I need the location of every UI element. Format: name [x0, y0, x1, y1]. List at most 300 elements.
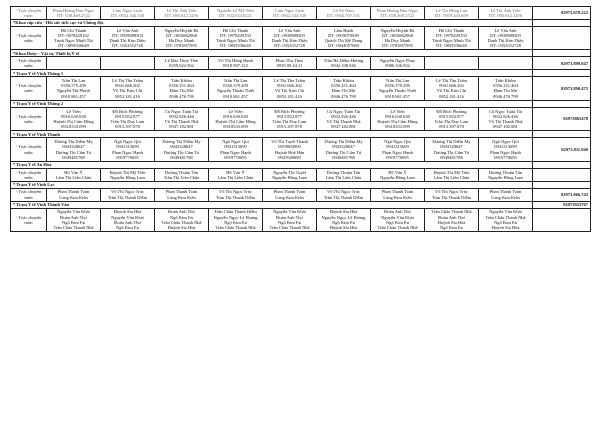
staff-phone: 0942.108.946	[331, 63, 356, 69]
duty-cell	[425, 107, 479, 131]
duty-cell	[317, 77, 371, 101]
section-header-row	[11, 161, 591, 168]
staff-phone: DT: 0859336640	[220, 43, 251, 49]
staff-phone: DT: 0352552728	[490, 43, 521, 49]
duty-cell	[209, 138, 263, 162]
staff-name: Nguyễn Văn Khải	[57, 209, 90, 215]
staff-phone: 0941313699	[386, 144, 409, 150]
duty-cell	[155, 138, 209, 162]
staff-phone: DT: 0352552728	[274, 43, 305, 49]
duty-cell	[263, 77, 317, 101]
staff-name: Hồ Chí Thanh	[222, 27, 249, 33]
duty-cell	[479, 26, 533, 50]
staff-name: Lê Văn Anh	[278, 27, 301, 33]
section-header-row	[11, 131, 591, 138]
row-label: - Trực chuyên môn	[11, 188, 47, 201]
staff-name: Long Kim Kiến	[167, 194, 196, 200]
row-label: - Trực chuyên môn	[11, 7, 47, 20]
staff-name: Trần Thị Thanh Diễm	[431, 194, 472, 200]
section-header-row	[11, 100, 591, 107]
staff-name: Nguyễn Huỳnh Bá	[380, 27, 415, 33]
duty-cell	[155, 208, 209, 232]
staff-name: Trần Châu Thanh Nhã	[53, 225, 94, 231]
staff-phone: DT: 0939888303	[112, 32, 143, 38]
staff-phone: 0852.181.416	[115, 93, 140, 99]
section-title: * Trạm Y tế Vĩnh Thanh	[11, 131, 533, 138]
row-label: - Trực chuyên môn	[11, 57, 47, 70]
staff-phone: DT: 038.469.2722	[381, 12, 414, 18]
phone-total	[533, 70, 591, 77]
staff-name: Lâm Thị Liên Châu	[433, 174, 470, 180]
staff-name: Dương Thị Diễm My	[162, 139, 201, 145]
staff-name: Hồ Văn Ý	[388, 169, 407, 175]
duty-cell	[371, 168, 425, 181]
duty-cell	[479, 138, 533, 162]
duty-cell	[209, 77, 263, 101]
duty-cell	[371, 188, 425, 201]
staff-phone: 0356.251.464	[493, 83, 518, 89]
staff-name: Đỗ Bích Phương	[112, 108, 143, 114]
phone-total: 02973.678.222	[533, 7, 591, 20]
staff-name: Nguyễn Thị Tuyết	[273, 169, 306, 175]
duty-cell	[425, 208, 479, 232]
duty-cell	[425, 188, 479, 201]
section-title: * Trạm Y tế Vĩnh Lạc	[11, 181, 533, 188]
staff-name: Trần Châu Thanh Nhã	[377, 225, 418, 231]
duty-cell	[209, 188, 263, 201]
duty-cell	[371, 107, 425, 131]
duty-cell	[47, 7, 101, 20]
staff-name: Dương Thuận Tân	[326, 169, 361, 175]
staff-name: Huỳnh Thị Mỹ Tiên	[433, 169, 470, 175]
staff-name: Đàm Thị Mơ	[493, 88, 518, 94]
staff-phone: 0359.022.562	[169, 63, 194, 69]
duty-cell	[371, 208, 425, 232]
staff-name: Dương Thị Diễm My	[432, 139, 471, 145]
staff-phone: DT: 0978429192	[58, 32, 89, 38]
staff-name: Ngô Ngọc Quí	[384, 139, 411, 145]
staff-name: Huỳnh Huế Hân	[274, 149, 305, 155]
staff-name: Trần Thị Lan	[385, 78, 410, 84]
duty-cell	[101, 168, 155, 181]
roster-body	[11, 7, 591, 232]
staff-phone: DT: 0352552728	[112, 43, 143, 49]
row-label: - Trực chuyên môn	[11, 208, 47, 232]
duty-cell	[263, 208, 317, 232]
staff-name: Ngô Ngọc Quí	[222, 139, 249, 145]
duty-cell	[47, 188, 101, 201]
staff-phone: 0913.397.878	[277, 124, 302, 130]
row-label: - Trực chuyên môn	[11, 138, 47, 162]
staff-name: Danh Thị Kim Diệu	[487, 38, 524, 44]
staff-phone: 0356.251.464	[331, 83, 356, 89]
staff-phone: DT: 0783857995	[382, 43, 413, 49]
staff-name: Trần Thị Lan	[61, 78, 86, 84]
staff-name: Phan Thanh Toàn	[381, 189, 414, 195]
duty-cell	[263, 26, 317, 50]
duty-cell	[479, 77, 533, 101]
staff-name: Trịnh Ngọc Minh Thi	[54, 38, 93, 44]
staff-phone: DT: 0816862968	[166, 32, 197, 38]
phone-total: 02973.811.940	[533, 138, 591, 162]
staff-name: Nguyễn Ngọc Phụy	[379, 58, 416, 64]
staff-phone: 0919770695	[116, 154, 139, 160]
staff-phone: 0943328647	[62, 144, 85, 150]
section-header-row	[11, 19, 591, 26]
duty-cell	[155, 26, 209, 50]
duty-cell	[317, 208, 371, 232]
duty-cell	[101, 57, 155, 70]
row-label: - Trực chuyên môn	[11, 26, 47, 50]
staff-name: Ngô Kim En	[386, 219, 409, 225]
duty-cell	[371, 7, 425, 20]
staff-name: Nguyễn Hồng Lam	[488, 174, 523, 180]
staff-name: Long Kim Kiến	[491, 194, 520, 200]
staff-name: Trần Thị Thanh Diễm	[215, 194, 256, 200]
staff-name: Phan Thanh Toàn	[489, 189, 522, 195]
duty-row	[11, 168, 591, 181]
staff-name: Nguyễn Huỳnh Bá	[164, 27, 199, 33]
staff-phone: 0915.852.877	[277, 113, 302, 119]
duty-cell	[47, 57, 101, 70]
duty-roster-table	[10, 6, 591, 232]
staff-phone: DT: 0859336640	[58, 43, 89, 49]
duty-cell	[263, 7, 317, 20]
staff-name: Trịnh Ngọc Minh Thi	[432, 38, 471, 44]
staff-name: Võ Thị Ngọc Trúc	[434, 189, 469, 195]
duty-cell	[101, 7, 155, 20]
staff-name: Ngô Ngọc Quí	[492, 139, 519, 145]
staff-name: Hồ Chí Thanh	[60, 27, 87, 33]
duty-cell	[155, 107, 209, 131]
staff-name: Danh Thị Kim Diệu	[109, 38, 146, 44]
staff-name: Võ Thị Kim Chi	[112, 88, 143, 94]
staff-phone: DT: 085.612.1256	[165, 12, 198, 18]
phone-total	[533, 168, 591, 181]
staff-phone: 0916.630.630	[385, 113, 410, 119]
duty-cell	[101, 26, 155, 50]
staff-phone: 0941.666.202	[439, 83, 464, 89]
staff-phone: DT: 085.612.1256	[489, 12, 522, 18]
section-header-row	[11, 70, 591, 77]
duty-row	[11, 107, 591, 131]
staff-name: Huỳnh Sìa Hòa	[113, 209, 142, 215]
staff-phone: 0356.579.299	[385, 83, 410, 89]
duty-cell	[371, 77, 425, 101]
staff-name: Đoàn Anh Thơ	[114, 219, 141, 225]
staff-name: Lê Văn Anh	[116, 27, 139, 33]
staff-phone: 0941.666.202	[277, 83, 302, 89]
staff-phone: 0915.852.877	[115, 113, 140, 119]
staff-name: Dương Thị Cẩm Tú	[433, 149, 470, 155]
staff-phone: 0943328647	[170, 144, 193, 150]
duty-row	[11, 26, 591, 50]
staff-name: Dương Thị Cẩm Tú	[55, 149, 92, 155]
staff-name: Trần Châu Thanh Nhã	[161, 219, 202, 225]
staff-name: Đỗ Bích Phương	[274, 108, 305, 114]
staff-name: Lê Thị Thu Trâm	[112, 78, 143, 84]
staff-name: Lê Viên	[390, 108, 405, 114]
staff-phone: 094.8333.099	[223, 124, 248, 130]
row-label: - Trực chuyên môn	[11, 77, 47, 101]
staff-name: Hồ Văn Ý	[64, 169, 83, 175]
staff-phone: 0919770695	[386, 154, 409, 160]
staff-name: Lê Thị Hồng Lan	[435, 7, 468, 13]
phone-total: 02973865478	[533, 107, 591, 131]
staff-name: Trịnh Ngọc Minh Thi	[216, 38, 255, 44]
staff-phone: 0946.476.799	[331, 93, 356, 99]
staff-phone: DT: 0939888303	[490, 32, 521, 38]
duty-cell	[263, 168, 317, 181]
staff-name: Huỳnh Thị Cẩm Hồng	[377, 119, 418, 125]
staff-phone: 0356.579.299	[61, 83, 86, 89]
duty-cell	[155, 77, 209, 101]
staff-name: Phan Ngọc Hạnh	[112, 149, 143, 155]
staff-phone: 0947040699	[278, 154, 301, 160]
staff-name: Lê Viên	[228, 108, 243, 114]
staff-phone: 0941.666.202	[115, 83, 140, 89]
duty-cell	[317, 138, 371, 162]
staff-name: Đỗ Bích Phương	[436, 108, 467, 114]
duty-row	[11, 208, 591, 232]
staff-name: Quách Thị Mỹ Dung	[324, 38, 363, 44]
section-title: * Trạm Y tế Vĩnh Thông 2	[11, 100, 533, 107]
staff-phone: DT: 0783857995	[166, 43, 197, 49]
staff-phone: DT: 0816862968	[382, 32, 413, 38]
staff-phone: 0918.861.457	[61, 93, 86, 99]
duty-cell	[425, 57, 479, 70]
staff-phone: 0932.826.446	[493, 113, 518, 119]
duty-cell	[155, 188, 209, 201]
staff-phone: 0852.181.416	[277, 93, 302, 99]
staff-name: Dương Thuận Tân	[164, 169, 199, 175]
staff-phone: 0932.826.446	[169, 113, 194, 119]
staff-phone: 0943328647	[440, 144, 463, 150]
staff-phone: 0939.99.44.11	[276, 63, 303, 69]
staff-name: Ngô Kim En	[332, 219, 355, 225]
staff-phone: 0913.397.878	[115, 124, 140, 130]
staff-name: Võ Thị Kim Chi	[436, 88, 467, 94]
duty-cell	[209, 107, 263, 131]
staff-name: Cù Ngọc Tuấn Tài	[326, 108, 361, 114]
staff-name: Nguyễn Hồng Lam	[110, 174, 145, 180]
staff-name: Lê Thị Thu Trâm	[436, 78, 467, 84]
staff-phone: 0919804909	[278, 144, 301, 150]
staff-phone: 0946.476.799	[169, 93, 194, 99]
staff-name: Lâm Ngọc Linh	[113, 7, 142, 13]
staff-name: Ngô Kim En	[170, 214, 193, 220]
staff-phone: 0947.182.881	[331, 124, 356, 130]
duty-cell	[155, 168, 209, 181]
phone-total	[533, 19, 591, 26]
duty-cell	[317, 57, 371, 70]
staff-name: Nguyễn Thuận Thiết	[216, 88, 255, 94]
staff-name: Nguyễn Lê Mỹ Tiên	[217, 7, 254, 13]
duty-cell	[47, 77, 101, 101]
duty-cell	[425, 138, 479, 162]
staff-name: Ngô Kim En	[116, 225, 139, 231]
staff-phone: 0919770695	[224, 154, 247, 160]
staff-name: Hồ Chí Thanh	[438, 27, 465, 33]
staff-name: Trần Châu Thanh Nhã	[215, 225, 256, 231]
staff-name: Trần Thị Duy Lam	[272, 119, 307, 125]
staff-name: Lâm Thị Liên Châu	[55, 174, 92, 180]
staff-name: Lê Thị Thu Trâm	[274, 78, 305, 84]
staff-name: Phan Ngọc Hạnh	[382, 149, 413, 155]
staff-name: Lê Đào Thuỷ Tiên	[164, 58, 199, 64]
staff-name: Nguyễn Văn Khải	[489, 209, 522, 215]
duty-cell	[263, 57, 317, 70]
staff-name: Phan Thanh Toàn	[57, 189, 90, 195]
staff-name: Đoàn Anh Thơ	[438, 214, 465, 220]
duty-row	[11, 138, 591, 162]
staff-name: Huỳnh Sìa Hòa	[437, 219, 466, 225]
staff-phone: 0915.852.877	[439, 113, 464, 119]
staff-name: Long Kim Kiến	[59, 194, 88, 200]
duty-cell	[479, 107, 533, 131]
staff-phone: 0916.630.630	[61, 113, 86, 119]
duty-cell	[47, 107, 101, 131]
phone-total: 02973.899.047	[533, 57, 591, 70]
staff-name: Phan Thanh Toàn	[165, 189, 198, 195]
staff-phone: 0986.326.032	[385, 63, 410, 69]
staff-name: Ngô Ngọc Quí	[114, 139, 141, 145]
staff-name: Nguyễn Văn Khải	[273, 209, 306, 215]
staff-phone: DT: 0859336640	[436, 43, 467, 49]
staff-name: Lâm Hạnh	[333, 27, 354, 33]
staff-name: Phan Thanh Toàn	[273, 189, 306, 195]
staff-name: Võ Thị Hồng Hạnh	[218, 58, 253, 64]
section-title: * Trạm Y tế Vĩnh Thành Vân	[11, 201, 533, 208]
staff-name: Trần Thị Duy Lam	[110, 119, 145, 125]
staff-phone: 0947.182.881	[169, 124, 194, 130]
staff-name: Đoàn Anh Thơ	[60, 214, 87, 220]
staff-name: Nguyễn Văn Khải	[381, 214, 414, 220]
staff-name: Huỳnh Sìa Hòa	[491, 225, 520, 231]
staff-phone: 0919770695	[494, 154, 517, 160]
staff-name: Nguyễn Văn Khải	[111, 214, 144, 220]
staff-phone: DT: 038.469.2722	[57, 12, 90, 18]
staff-phone: 0918.861.457	[223, 93, 248, 99]
staff-name: Đàm Thị Mơ	[169, 88, 194, 94]
staff-phone: 0918.861.457	[385, 93, 410, 99]
duty-cell	[263, 138, 317, 162]
duty-row	[11, 57, 591, 70]
duty-cell	[155, 57, 209, 70]
duty-row	[11, 7, 591, 20]
duty-cell	[263, 107, 317, 131]
staff-name: Võ Thị Kim Chi	[274, 88, 305, 94]
staff-name: Ngô Kim En	[224, 219, 247, 225]
staff-name: Ngô Kim En	[62, 219, 85, 225]
section-title: * Trạm Y tế An Hòa	[11, 161, 533, 168]
duty-cell	[101, 188, 155, 201]
staff-phone: DT: 0939888303	[274, 32, 305, 38]
staff-phone: 0941313699	[224, 144, 247, 150]
duty-cell	[479, 188, 533, 201]
phone-total	[533, 26, 591, 50]
staff-name: Võ Thị Ngọc Trúc	[326, 189, 361, 195]
staff-phone: 0913.397.878	[439, 124, 464, 130]
phone-total: 02973.890.475	[533, 77, 591, 101]
staff-phone: 094.8333.099	[385, 124, 410, 130]
staff-name: Nguyễn Ngọc Lệ Hoàng	[321, 214, 366, 220]
duty-cell	[371, 26, 425, 50]
duty-row	[11, 77, 591, 101]
staff-name: Lê Thị Ánh Tiên	[490, 7, 521, 13]
staff-phone: 0949481788	[440, 154, 463, 160]
staff-name: Nguyễn Thuận Thiết	[378, 88, 417, 94]
section-title: * Trạm Y tế Vĩnh Thông 1	[11, 70, 533, 77]
staff-name: Trần Châu Thanh Diễm	[214, 209, 257, 215]
staff-name: Dương Thuận Tân	[488, 169, 523, 175]
staff-name: Võ Thị Tuyết Thanh	[271, 139, 308, 145]
staff-phone: 0941313699	[494, 144, 517, 150]
duty-cell	[425, 77, 479, 101]
staff-name: Võ Thị Ngọc Trúc	[110, 189, 145, 195]
phone-total	[533, 161, 591, 168]
staff-phone: 0356.251.464	[169, 83, 194, 89]
staff-name: Hà Duy Mạnh	[168, 38, 195, 44]
staff-phone: 0932.826.446	[331, 113, 356, 119]
staff-name: Ngô Kim En	[494, 219, 517, 225]
staff-name: Phan Hoàng Bảo Ngọc	[376, 7, 419, 13]
staff-name: Dương Thị Diễm My	[324, 139, 363, 145]
staff-name: Hồ Văn Ý	[226, 169, 245, 175]
section-header-row	[11, 201, 591, 208]
staff-phone: 0941313699	[116, 144, 139, 150]
staff-name: Trần Thị Thanh Diễm	[323, 194, 364, 200]
staff-name: Võ Thị Thanh Nhã	[326, 119, 361, 125]
staff-name: Phan Thu Thuỷ	[275, 58, 304, 64]
duty-cell	[47, 138, 101, 162]
staff-name: Võ Thị Ngọc Trúc	[218, 189, 253, 195]
staff-phone: 0852.181.416	[439, 93, 464, 99]
staff-name: Long Kim Kiến	[275, 194, 304, 200]
duty-cell	[317, 188, 371, 201]
duty-cell	[371, 57, 425, 70]
staff-name: Hà Duy Mạnh	[384, 38, 411, 44]
staff-name: Nguyễn Ngọc Lệ Hoàng	[213, 214, 258, 220]
staff-phone: 0918.907.323	[223, 63, 248, 69]
duty-cell	[209, 26, 263, 50]
duty-cell	[317, 7, 371, 20]
staff-phone: DT: 0932.344.330	[273, 12, 306, 18]
staff-name: Trần Khôm	[495, 78, 516, 84]
staff-phone: DT: 0944057060	[328, 43, 359, 49]
duty-cell	[479, 7, 533, 20]
phone-total	[533, 208, 591, 232]
staff-name: Dương Thị Cẩm Tú	[325, 149, 362, 155]
duty-cell	[263, 188, 317, 201]
staff-phone: DT: 0978429192	[220, 32, 251, 38]
staff-name: Ngô Kim En	[440, 225, 463, 231]
duty-row	[11, 188, 591, 201]
staff-name: Nguyễn Thị Phượt	[56, 88, 91, 94]
staff-name: Đoàn Anh Thơ	[168, 209, 195, 215]
duty-cell	[47, 26, 101, 50]
staff-name: Đàm Thị Mơ	[331, 88, 356, 94]
staff-phone: 0946.476.799	[493, 93, 518, 99]
staff-name: Nguyễn Hồng Lam	[272, 174, 307, 180]
staff-name: Đoàn Anh Thơ	[276, 214, 303, 220]
staff-name: Trần Thị Lan	[223, 78, 248, 84]
duty-cell	[209, 7, 263, 20]
section-header-row	[11, 181, 591, 188]
duty-cell	[317, 168, 371, 181]
section-title: *Khoa cấp cứu - Hồi sức tích cực và Chống độc	[11, 19, 533, 26]
staff-name: Lê Sỹ Nam	[333, 7, 354, 13]
